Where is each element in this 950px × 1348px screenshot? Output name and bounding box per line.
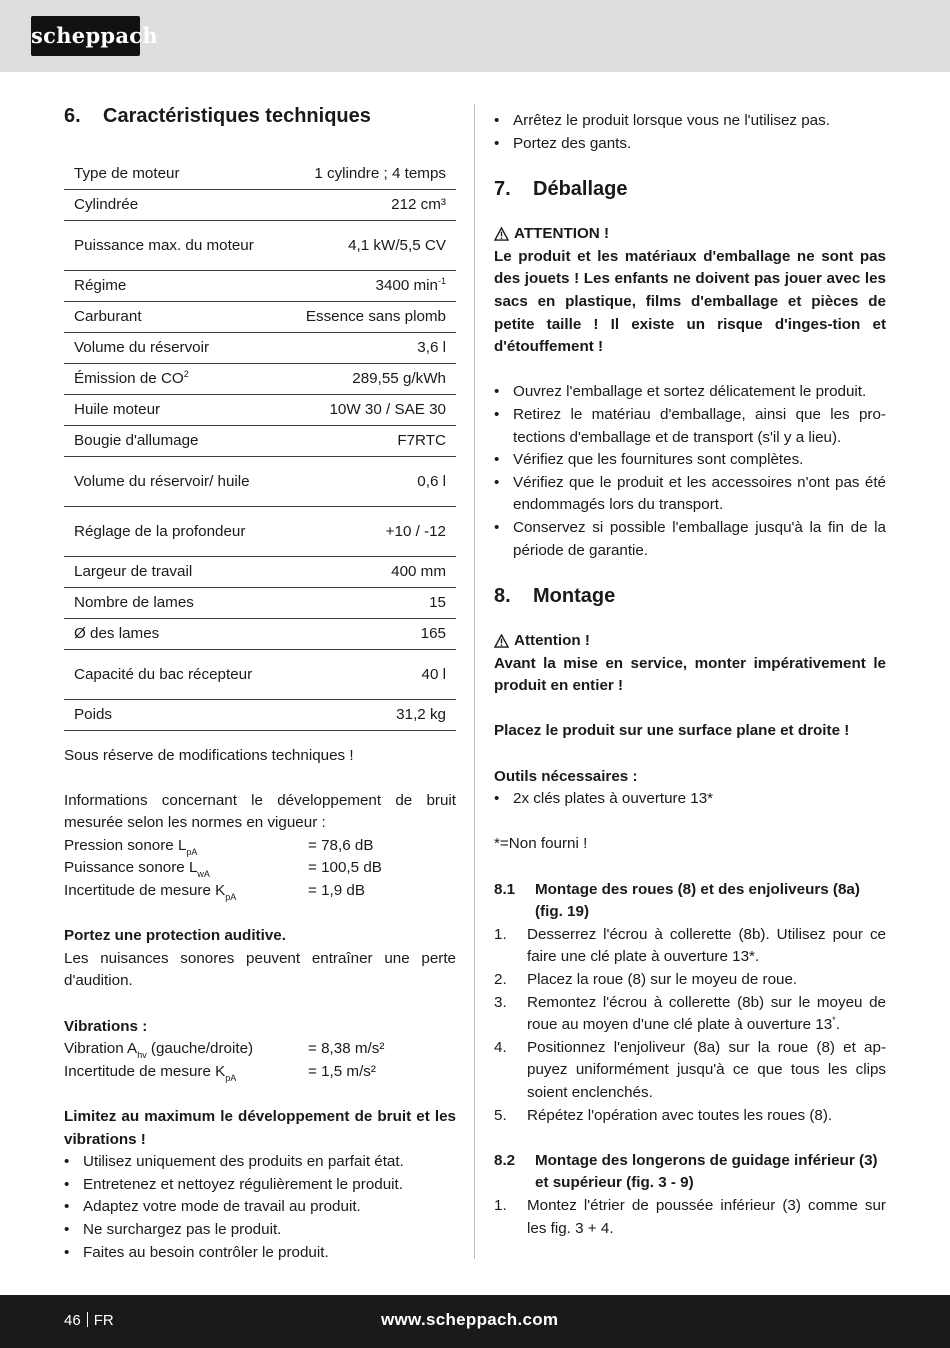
spec-label-text: Largeur de travail xyxy=(74,563,193,580)
section-title: Montage xyxy=(533,585,616,608)
step-number: 1. xyxy=(494,925,507,943)
spec-label xyxy=(64,456,279,506)
spec-label-text: Émission de CO xyxy=(74,370,184,387)
measure-value: = 8,38 m/s² xyxy=(308,1040,385,1058)
subsection-number: 8.1 xyxy=(494,880,516,898)
section-number: 6. xyxy=(64,105,81,127)
safety-list xyxy=(494,110,886,155)
spec-value xyxy=(279,332,456,363)
list-item: • Ne surchargez pas le produit. xyxy=(64,1219,456,1242)
step-item xyxy=(494,1037,886,1105)
spec-value xyxy=(279,649,456,699)
spec-value xyxy=(279,618,456,649)
spec-value-text: 40 l xyxy=(421,665,446,683)
tools-list xyxy=(494,788,886,811)
vibration-values xyxy=(64,1038,456,1083)
spec-value-text: 212 cm³ xyxy=(391,196,446,213)
attention-label: Attention ! xyxy=(514,632,590,650)
limit-warning: Limitez au maximum le développement de bruit et les vibrations ! xyxy=(64,1108,456,1148)
step-text: Desserrez l'écrou à collerette (8b). Utilisez pour ce faire une clé plate à ouverture 13*. xyxy=(527,925,886,966)
measure-label-text: Incertitude de mesure K xyxy=(64,1062,226,1080)
spec-value xyxy=(279,699,456,730)
spec-label xyxy=(64,158,279,189)
spec-label xyxy=(64,189,279,220)
step-item xyxy=(494,924,886,969)
spec-label-text: Type de moteur xyxy=(74,164,180,182)
spec-value xyxy=(279,456,456,506)
spec-value xyxy=(279,425,456,456)
spec-label xyxy=(64,506,279,556)
measure-label-text: Pression sonore L xyxy=(64,836,187,854)
list-item: • 2x clés plates à ouverture 13* xyxy=(494,788,886,811)
measure-label-sub: pA xyxy=(225,1072,237,1083)
step-text-tail: . xyxy=(835,1016,840,1034)
spec-value-sup: -1 xyxy=(437,276,446,286)
spec-label xyxy=(64,587,279,618)
spec-value xyxy=(279,363,456,394)
subsection-title: Montage des longerons de guidage inférieur (3) et supérieur (fig. 3 - 9) xyxy=(535,1151,878,1192)
left-column xyxy=(64,102,456,1264)
list-item: • Vérifiez que les fournitures sont complètes. xyxy=(494,449,886,472)
column-divider xyxy=(474,104,475,1259)
spec-label-text: Bougie d'allumage xyxy=(74,432,199,449)
spec-label-text: Cylindrée xyxy=(74,196,139,213)
measure-label-sub: pA xyxy=(186,846,198,857)
spec-label-text: Volume du réservoir xyxy=(74,339,210,356)
list-item: • Arrêtez le produit lorsque vous ne l'utilisez pas. xyxy=(494,110,886,133)
spec-value-text: 400 mm xyxy=(391,563,446,580)
warning-icon xyxy=(494,634,509,648)
list-item: • Retirez le matériau d'emballage, ainsi que les pro-tections d'emballage et de transport (s'il y a lieu). xyxy=(494,404,886,449)
separator xyxy=(87,1312,88,1327)
unpack-list xyxy=(494,381,886,562)
measure-row xyxy=(64,880,456,903)
section-number: 7. xyxy=(494,178,511,201)
spec-value xyxy=(279,506,456,556)
spec-row xyxy=(64,556,456,587)
subsection-8-2-heading xyxy=(494,1150,886,1195)
measure-label-sub: wA xyxy=(197,869,210,880)
measure-label xyxy=(64,1038,308,1061)
spec-value-text: 165 xyxy=(420,625,446,642)
measure-row xyxy=(64,1061,456,1084)
list-item: • Faites au besoin contrôler le produit. xyxy=(64,1242,456,1265)
spec-row xyxy=(64,394,456,425)
vibrations-title: Vibrations : xyxy=(64,1017,148,1035)
step-text: Positionnez l'enjoliveur (8a) sur la roue (8) et ap-puyez uniformément jusqu'à ce que tous les clips soient enclenchés. xyxy=(527,1038,886,1101)
step-text: Placez la roue (8) sur le moyeu de roue. xyxy=(527,971,798,988)
spec-label-text: Nombre de lames xyxy=(74,594,194,611)
measure-label-text: Incertitude de mesure K xyxy=(64,882,226,900)
header-bar xyxy=(0,0,950,72)
limit-list xyxy=(64,1151,456,1264)
spec-label xyxy=(64,394,279,425)
spec-row xyxy=(64,618,456,649)
measure-value: = 78,6 dB xyxy=(308,836,374,854)
spec-label xyxy=(64,699,279,730)
spec-label xyxy=(64,425,279,456)
spec-value-text: 289,55 g/kWh xyxy=(352,370,446,387)
attention-text: Le produit et les matériaux d'emballage ne sont pas des jouets ! Les enfants ne doivent pas jouer avec les sacs en plastique, films d'emballage et pièces de petite taille ! Il existe un risque d'inges-tion et d'étouffement ! xyxy=(494,247,886,356)
spec-value-text: Essence sans plomb xyxy=(305,308,446,325)
step-number: 4. xyxy=(494,1038,507,1056)
spec-label-text: Volume du réservoir/ huile xyxy=(74,472,250,490)
spec-label xyxy=(64,363,279,394)
spec-value xyxy=(279,556,456,587)
measure-value: = 1,5 m/s² xyxy=(308,1062,376,1080)
list-item: • Adaptez votre mode de travail au produit. xyxy=(64,1196,456,1219)
spec-value-text: 1 cylindre ; 4 temps xyxy=(314,164,446,182)
subsection-8-1-heading xyxy=(494,879,886,924)
warning-icon xyxy=(494,227,509,241)
measure-label-text: Vibration A xyxy=(64,1040,138,1058)
spec-row xyxy=(64,649,456,699)
spec-value-text: 3400 min xyxy=(375,277,438,294)
spec-label-text: Carburant xyxy=(74,308,142,325)
page-number: 46 xyxy=(64,1312,81,1329)
spec-label xyxy=(64,618,279,649)
flat-surface-note: Placez le produit sur une surface plane et droite ! xyxy=(494,722,850,740)
list-item: • Vérifiez que le produit et les accessoires n'ont pas été endommagés lors du transport. xyxy=(494,472,886,517)
steps-8-1 xyxy=(494,924,886,1127)
step-number: 3. xyxy=(494,993,507,1011)
section-number: 8. xyxy=(494,585,511,608)
spec-label xyxy=(64,332,279,363)
spec-row xyxy=(64,506,456,556)
measure-value: = 1,9 dB xyxy=(308,882,365,900)
spec-value xyxy=(279,301,456,332)
attention-text: Avant la mise en service, monter impérativement le produit en entier ! xyxy=(494,654,886,695)
spec-row xyxy=(64,220,456,270)
spec-value xyxy=(279,220,456,270)
section-7-heading xyxy=(494,175,886,203)
hearing-warning: Portez une protection auditive. xyxy=(64,927,286,945)
measure-label xyxy=(64,835,308,858)
language-code: FR xyxy=(93,1312,114,1329)
spec-value-text: +10 / -12 xyxy=(385,522,446,540)
spec-row xyxy=(64,270,456,301)
not-supplied-note: *=Non fourni ! xyxy=(494,835,588,853)
section-title: Déballage xyxy=(533,178,628,201)
step-text: Montez l'étrier de poussée inférieur (3) comme sur les fig. 3 + 4. xyxy=(527,1196,886,1237)
spec-value-text: 3,6 l xyxy=(417,339,446,356)
subsection-number: 8.2 xyxy=(494,1151,516,1169)
list-item: • Ouvrez l'emballage et sortez délicatement le produit. xyxy=(494,381,886,404)
spec-label-text: Régime xyxy=(74,277,127,294)
step-footnote-mark: * xyxy=(832,1015,836,1026)
measure-row xyxy=(64,835,456,858)
spec-value-text: 15 xyxy=(429,594,446,611)
measure-row xyxy=(64,1038,456,1061)
page-indicator xyxy=(64,1310,114,1332)
spec-row xyxy=(64,699,456,730)
spec-value-text: 0,6 l xyxy=(417,472,446,490)
measure-label-text: Puissance sonore L xyxy=(64,859,198,877)
measure-label-suffix: (gauche/droite) xyxy=(146,1040,254,1058)
subsection-title: Montage des roues (8) et des enjoliveurs (8a) (fig. 19) xyxy=(535,880,860,921)
footer-bar xyxy=(0,1295,950,1348)
section-6-heading xyxy=(64,102,456,130)
measure-label xyxy=(64,880,308,903)
spec-value xyxy=(279,189,456,220)
spec-row xyxy=(64,587,456,618)
section-title: Caractéristiques techniques xyxy=(103,105,371,127)
measure-label-sub: hv xyxy=(137,1050,147,1061)
noise-intro: Informations concernant le développement de bruit mesurée selon les normes en vigueur : xyxy=(64,791,456,832)
list-item: • Entretenez et nettoyez régulièrement le produit. xyxy=(64,1174,456,1197)
reserve-note: Sous réserve de modifications techniques ! xyxy=(64,746,354,764)
spec-table xyxy=(64,158,456,731)
spec-label-text: Capacité du bac récepteur xyxy=(74,665,253,683)
attention-heading xyxy=(494,223,886,246)
step-text: Remontez l'écrou à collerette (8b) sur le moyeu de roue au moyen d'une clé plate à ouverture 13 xyxy=(527,993,886,1034)
attention-label: ATTENTION ! xyxy=(514,225,610,243)
spec-value-text: 31,2 kg xyxy=(396,706,446,723)
spec-label xyxy=(64,649,279,699)
step-number: 5. xyxy=(494,1106,507,1124)
spec-value xyxy=(279,394,456,425)
spec-value-text: 4,1 kW/5,5 CV xyxy=(348,236,446,254)
spec-value-text: F7RTC xyxy=(397,432,446,449)
spec-label xyxy=(64,270,279,301)
measure-label xyxy=(64,1061,308,1084)
spec-label-text: Poids xyxy=(74,706,112,723)
spec-row xyxy=(64,363,456,394)
measure-row xyxy=(64,857,456,880)
spec-row xyxy=(64,189,456,220)
measure-label xyxy=(64,857,308,880)
step-item xyxy=(494,992,886,1037)
spec-label-text: Puissance max. du moteur xyxy=(74,236,254,254)
spec-label-text: Huile moteur xyxy=(74,401,161,418)
brand-logo: scheppach xyxy=(31,16,140,56)
spec-row xyxy=(64,301,456,332)
spec-row xyxy=(64,425,456,456)
list-item: • Portez des gants. xyxy=(494,133,886,156)
website-url: www.scheppach.com xyxy=(381,1310,559,1329)
section-8-heading xyxy=(494,582,886,610)
step-item xyxy=(494,969,886,992)
step-text: Répétez l'opération avec toutes les roues (8). xyxy=(527,1106,833,1124)
spec-label-sup: 2 xyxy=(183,369,189,379)
attention-heading xyxy=(494,630,886,653)
spec-label xyxy=(64,301,279,332)
list-item: • Conservez si possible l'emballage jusqu'à la fin de la période de garantie. xyxy=(494,517,886,562)
step-item xyxy=(494,1195,886,1240)
spec-label-text: Réglage de la profondeur xyxy=(74,522,246,540)
hearing-text: Les nuisances sonores peuvent entraîner une perte d'audition. xyxy=(64,949,456,990)
spec-row xyxy=(64,332,456,363)
spec-row xyxy=(64,456,456,506)
spec-value xyxy=(279,587,456,618)
noise-values xyxy=(64,835,456,903)
spec-value-text: 10W 30 / SAE 30 xyxy=(329,401,446,418)
step-number: 1. xyxy=(494,1196,507,1214)
spec-label xyxy=(64,220,279,270)
spec-label-text: Ø des lames xyxy=(74,625,160,642)
steps-8-2 xyxy=(494,1195,886,1240)
step-number: 2. xyxy=(494,971,507,988)
tools-title: Outils nécessaires : xyxy=(494,767,638,785)
list-item: • Utilisez uniquement des produits en parfait état. xyxy=(64,1151,456,1174)
measure-value: = 100,5 dB xyxy=(308,859,382,877)
right-column xyxy=(494,110,886,1240)
spec-value xyxy=(279,158,456,189)
spec-value xyxy=(279,270,456,301)
measure-label-sub: pA xyxy=(225,892,237,903)
spec-label xyxy=(64,556,279,587)
step-item xyxy=(494,1105,886,1128)
spec-row xyxy=(64,158,456,189)
